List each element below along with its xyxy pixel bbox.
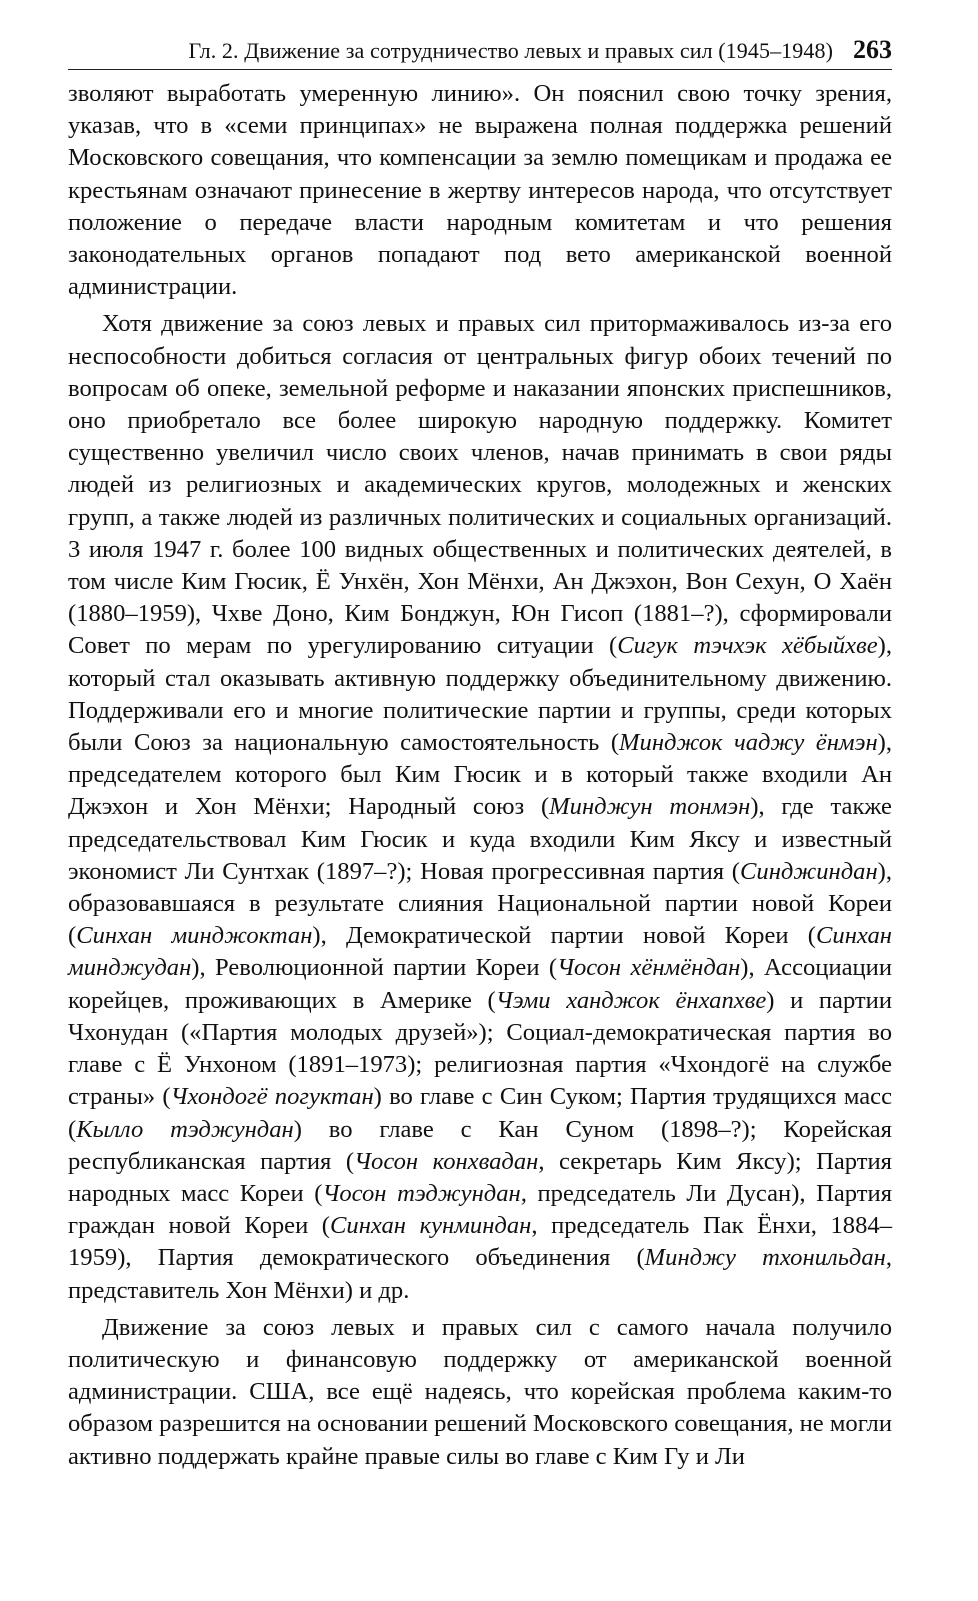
running-header — [68, 36, 892, 70]
italic-term: Синхан кунминдан — [330, 1212, 532, 1240]
text-run: ) во главе с Син Суком; Партия трудящихся масс ( — [68, 1083, 892, 1143]
text-run: Движение за союз левых и правых сил с самого начала получило политическую и финансовую поддержку от американской военной администрации. США, все ещё надеясь, что корейская проблема каким-то образом разрешится на основании решений Московского совещания, не могли активно поддержать крайне правые силы во главе с Ким Гу и Ли — [68, 1313, 892, 1470]
italic-term: Синхан минджудан — [68, 922, 892, 982]
text-run: зволяют выработать умеренную линию». Он пояснил свою точку зрения, указав, что в «семи принципах» не выражена полная поддержка решений Московского совещания, что компенсации за землю помещикам и продажа ее крестьянам означают принесение в жертву интересов народа, что отсутствует положение о передаче власти народным комитетам и что решения законодательных органов попадают под вето американской военной администрации. — [68, 80, 892, 301]
italic-term: Минджу тхонильдан — [644, 1244, 886, 1272]
text-run: ) во главе с Кан Суном (1898–?); Корейская республиканская партия ( — [68, 1115, 892, 1175]
text-run: , секретарь Ким Яксу); Партия народных масс Кореи ( — [68, 1147, 892, 1207]
page-number: 263 — [853, 35, 892, 64]
italic-term: Минджун тонмэн — [549, 793, 751, 821]
italic-term: Кылло тэджундан — [76, 1115, 294, 1143]
text-run: , представитель Хон Мёнхи) и др. — [68, 1244, 892, 1304]
text-run: Хотя движение за союз левых и правых сил притормаживалось из-за его неспособности добиться согласия от центральных фигур обоих течений по вопросам об опеке, земельной реформе и наказании японских приспешников, оно приобретало все более широкую народную поддержку. Комитет существенно увеличил число своих членов, начав принимать в свои ряды людей из религиозных и академических кругов, молодежных и женских групп, а также людей из различных политических и социальных организаций. 3 июля 1947 г. более 100 видных общественных и политических деятелей, в том числе Ким Гюсик, Ё Унхён, Хон Мёнхи, Ан Джэхон, Вон Сехун, О Хаён (1880–1959), Чхве Доно, Ким Бонджун, Юн Гисоп (1881–?), сформировали Совет по мерам по урегулированию ситуации ( — [68, 310, 892, 660]
italic-term: Чэми ханджок ёнхапхве — [495, 986, 767, 1014]
italic-term: Чосон тэджундан, — [322, 1179, 527, 1207]
text-run: ), Демократической партии новой Кореи ( — [312, 922, 816, 950]
book-page — [68, 36, 892, 1473]
italic-term: Сигук тэчхэк хёбыйхве — [617, 632, 878, 660]
text-run: ), Революционной партии Кореи ( — [191, 954, 558, 982]
italic-term: Чосон конхвадан — [354, 1147, 539, 1175]
text-run: ), где также председательствовал Ким Гюсик и куда входили Ким Яксу и известный экономист Ли Сунтхак (1897–?); Новая прогрессивная партия ( — [68, 793, 892, 885]
text-run: ), который стал оказывать активную поддержку объединительному движению. Поддерживали его и многие политические партии и группы, среди которых были Союз за национальную самостоятельность ( — [68, 632, 892, 757]
italic-term: Минджок чаджу ёнмэн — [619, 729, 878, 757]
text-run: ), образовавшаяся в результате слияния Национальной партии новой Кореи ( — [68, 857, 892, 950]
italic-term: Синхан минджоктан — [76, 922, 313, 950]
text-run: ), председателем которого был Ким Гюсик и в который также входили Ан Джэхон и Хон Мёнхи; Народный союз ( — [68, 729, 892, 821]
paragraph — [68, 78, 892, 303]
italic-term: Чосон хёнмёндан — [557, 954, 741, 982]
chapter-title: Гл. 2. Движение за сотрудничество левых и правых сил (1945–1948) — [188, 38, 833, 63]
italic-term: Чхондогё погуктан — [170, 1083, 374, 1111]
body-text — [68, 78, 892, 1473]
italic-term: Синджиндан — [740, 857, 878, 885]
text-run: ) и партии Чхонудан («Партия молодых друзей»); Социал-демократическая партия во главе с Ё Унхоном (1891–1973); религиозная партия «Чхондогё на службе страны» ( — [68, 986, 892, 1111]
paragraph — [68, 308, 892, 1306]
text-run: , председатель Пак Ёнхи, 1884–1959), Партия демократического объединения ( — [68, 1212, 892, 1272]
paragraph — [68, 1312, 892, 1473]
text-run: председатель Ли Дусан), Партия граждан новой Кореи ( — [68, 1179, 893, 1240]
text-run: ), Ассоциации корейцев, проживающих в Америке ( — [68, 954, 893, 1014]
